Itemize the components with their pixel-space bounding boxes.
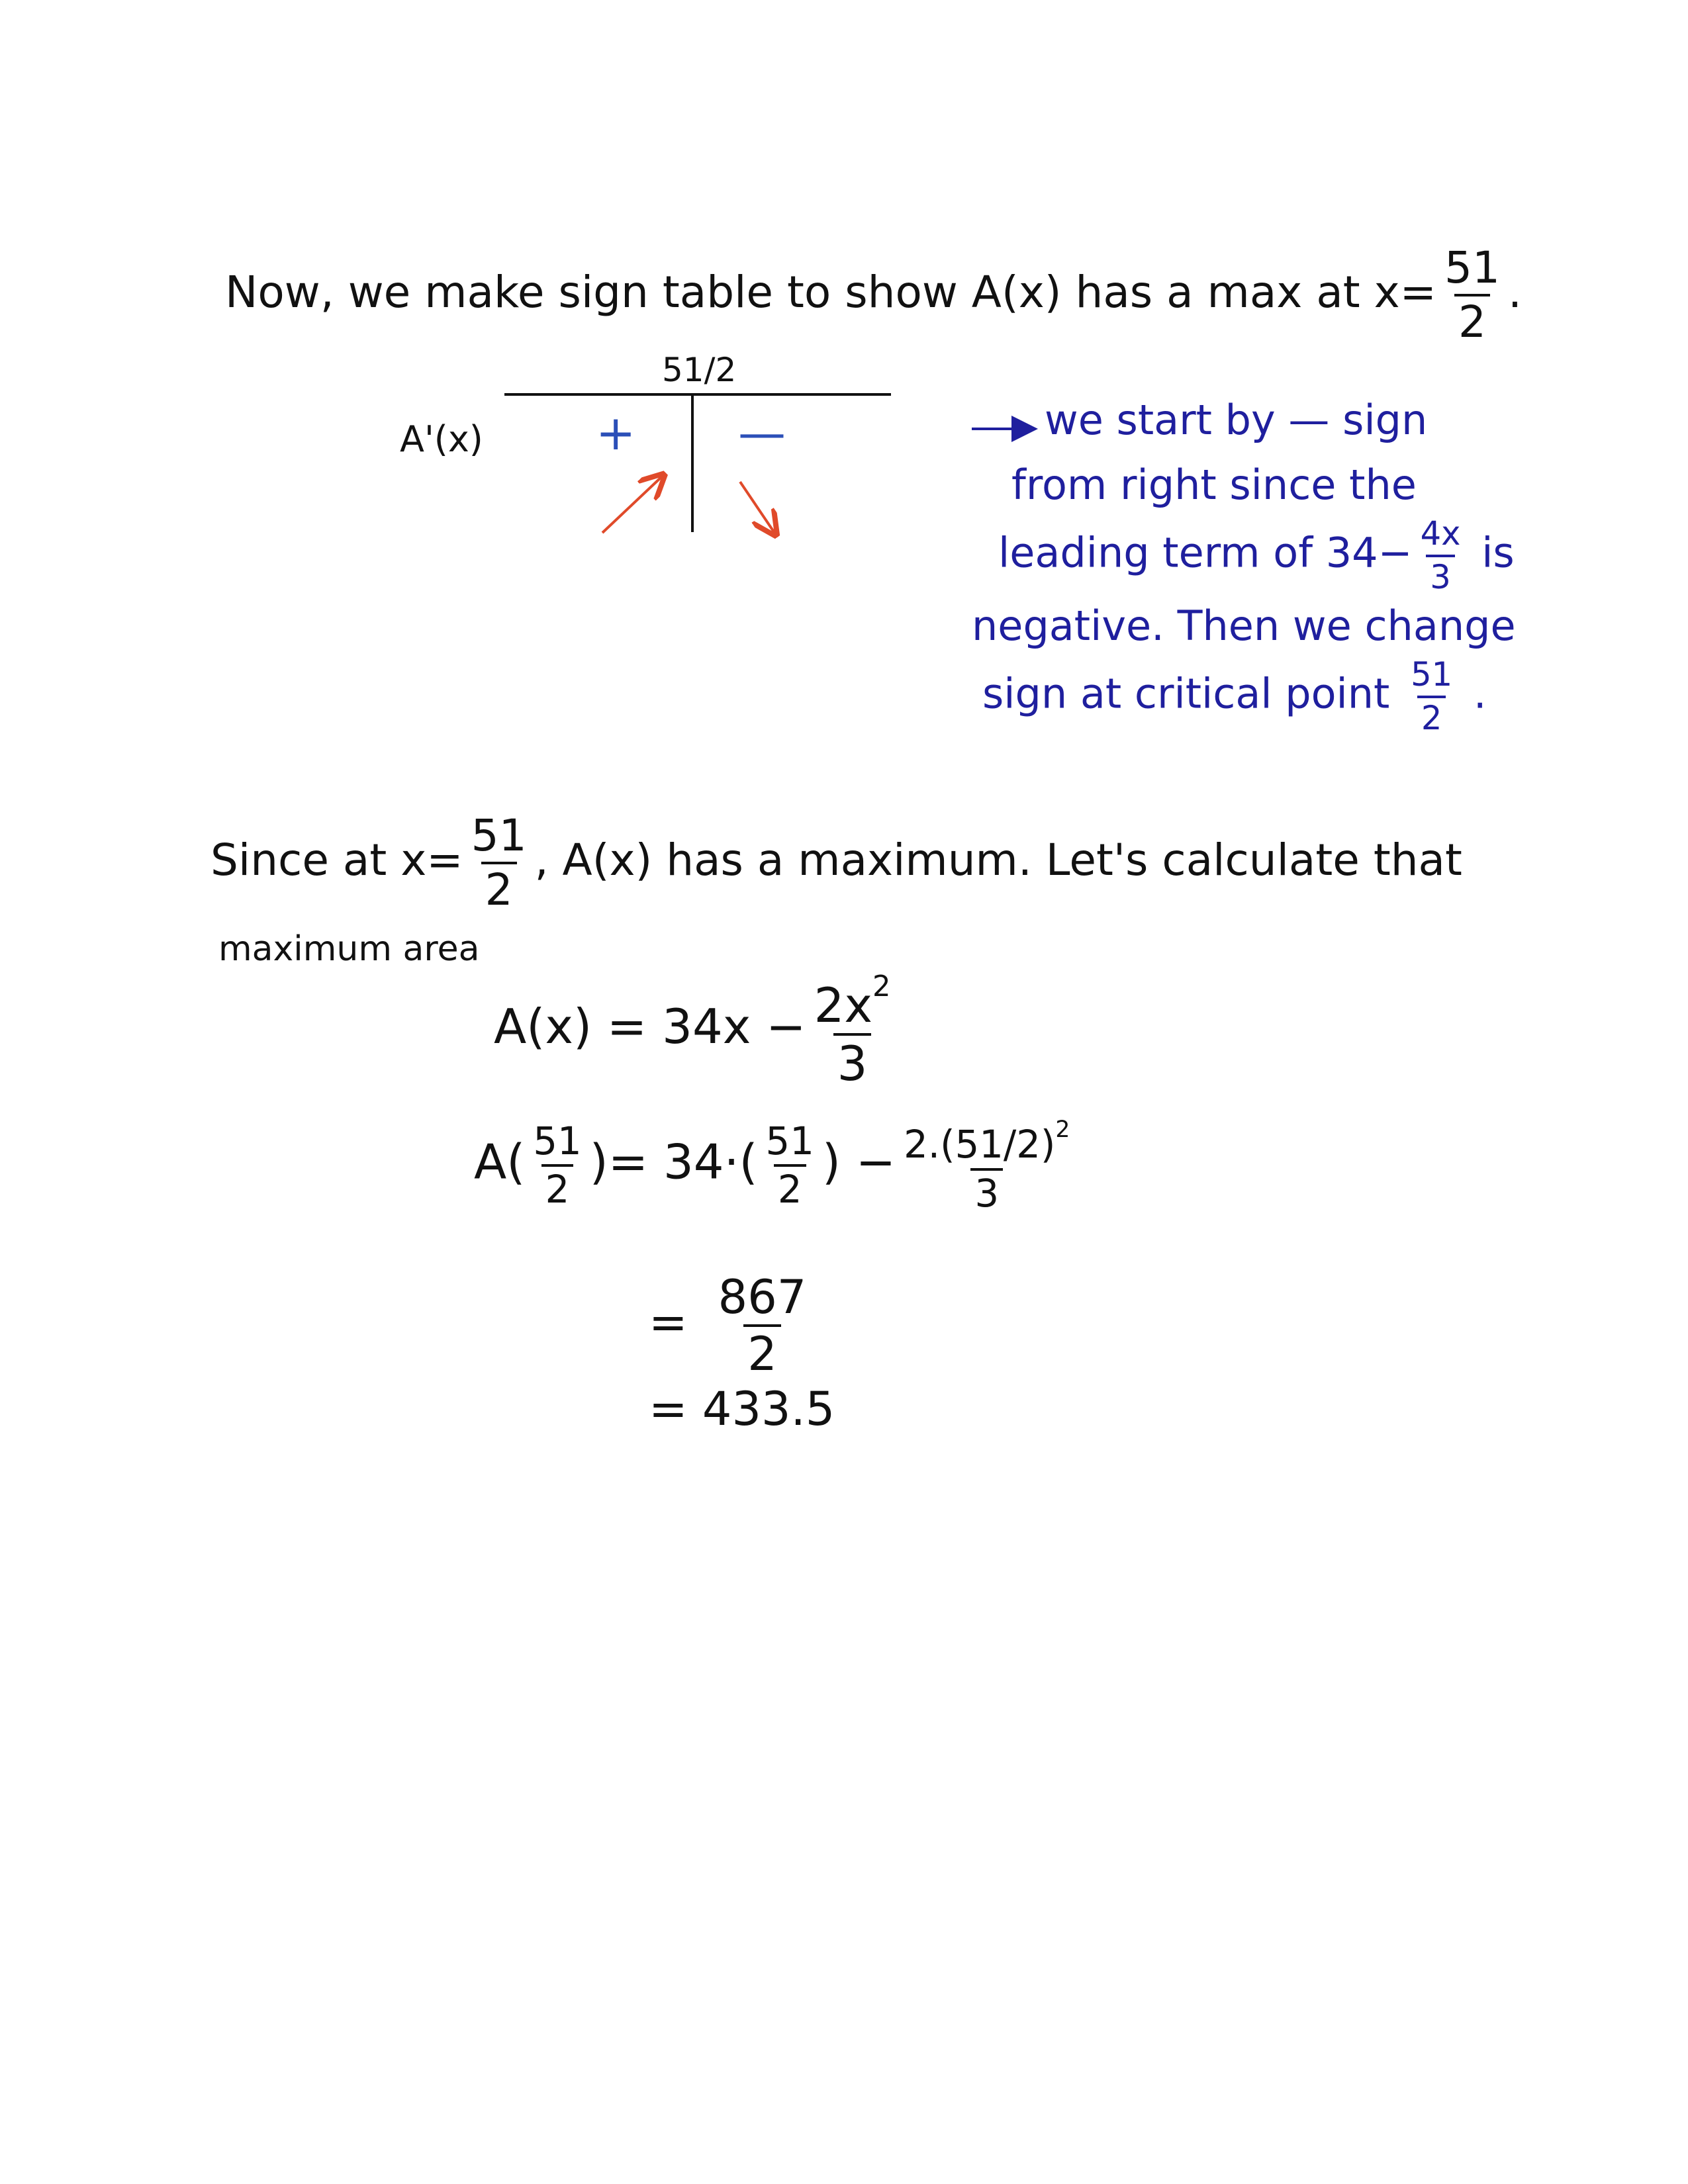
eq1-exponent: 2 [872, 970, 891, 1003]
area-fraction-result [649, 1270, 814, 1381]
eq2-right-den: 3 [970, 1168, 1003, 1213]
intro-text: Now, we make sign table to show A(x) has a max at x= [225, 267, 1436, 318]
eq2-right-exponent: 2 [1055, 1116, 1070, 1143]
eq2-minus: ) − [821, 1134, 896, 1190]
eq2-mid: )= 34·( [589, 1134, 758, 1190]
note-line-2: from right since the [1011, 461, 1417, 509]
eq3-fraction [714, 1270, 811, 1381]
intro-fraction-den: 2 [1454, 294, 1490, 344]
eq2-lhs-fraction [529, 1118, 585, 1212]
conclusion-fraction-den: 2 [481, 862, 517, 912]
sign-explanation-note [972, 388, 1516, 737]
eq3-num: 867 [718, 1270, 807, 1324]
eq1-lhs: A(x) = 34x − [494, 998, 806, 1054]
intro-fraction-num: 51 [1444, 242, 1500, 293]
conclusion-suffix: , A(x) has a maximum. Let's calculate that [534, 835, 1462, 886]
eq2-right-num-text: 2.(51/2) [904, 1122, 1056, 1167]
note-fraction-51-num: 51 [1411, 655, 1453, 694]
area-decimal-result: = 433.5 [649, 1382, 835, 1436]
note-fraction-den: 3 [1426, 555, 1455, 594]
decreasing-arrow-icon [740, 482, 774, 533]
eq1-num [810, 970, 895, 1033]
increasing-arrow-icon [602, 477, 662, 533]
eq1-num-text: 2x [814, 977, 873, 1033]
area-substitution-equation [474, 1116, 1078, 1216]
eq2-mid-fraction [762, 1118, 818, 1212]
eq1-den: 3 [833, 1033, 872, 1087]
sign-table-plus: + [596, 405, 636, 461]
note-line-3 [972, 514, 1515, 596]
note-line-5-text: sign at critical point [982, 669, 1403, 718]
max-area-label: maximum area [218, 929, 480, 969]
note-fraction-51-den: 2 [1417, 696, 1446, 735]
eq2-mid-den: 2 [774, 1164, 806, 1209]
sign-table-minus: — [738, 405, 786, 461]
eq2-lhs-num: 51 [533, 1118, 582, 1163]
note-fraction-num: 4x [1420, 514, 1461, 553]
area-function-equation [494, 970, 899, 1091]
note-line-4: negative. Then we change [972, 602, 1516, 651]
eq3-equals: = [649, 1295, 688, 1350]
note-line-3-text: leading term of 34− [998, 528, 1413, 577]
conclusion-prefix: Since at x= [211, 835, 463, 886]
note-fraction-4x-3 [1417, 514, 1465, 596]
note-line-3-suffix: is [1468, 528, 1515, 577]
sign-table-critical-point: 51/2 [662, 351, 737, 389]
conclusion-fraction-num: 51 [471, 810, 527, 861]
conclusion-line [211, 810, 1462, 915]
note-line-5-suffix: . [1460, 669, 1487, 718]
eq2-right-fraction [900, 1116, 1074, 1216]
eq2-right-num [900, 1118, 1074, 1168]
sign-table-row-label: A'(x) [400, 418, 483, 460]
note-line-5 [972, 655, 1487, 737]
conclusion-fraction [467, 810, 531, 915]
eq2-lhs-den: 2 [541, 1164, 574, 1209]
note-line-1: we start by — sign [1045, 396, 1428, 444]
note-fraction-51-2 [1407, 655, 1456, 737]
eq2-lhs-open: A( [474, 1134, 526, 1190]
eq1-fraction [810, 970, 895, 1091]
intro-suffix: . [1507, 267, 1522, 318]
eq2-mid-num: 51 [765, 1118, 814, 1163]
eq3-den: 2 [743, 1324, 781, 1377]
